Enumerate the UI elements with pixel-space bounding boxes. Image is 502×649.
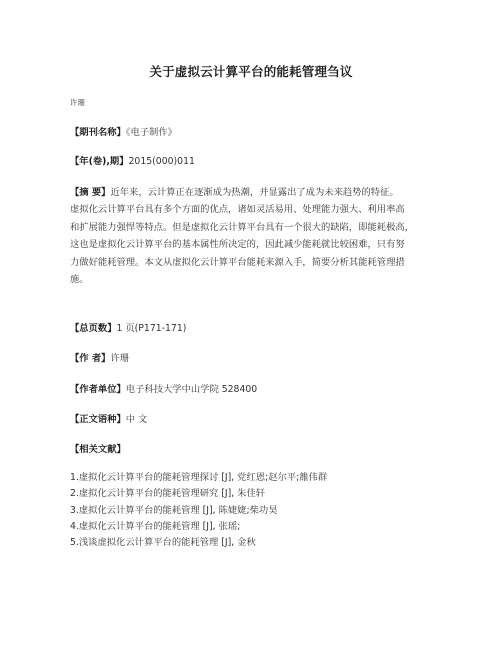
author-byline: 许珊 <box>70 98 85 107</box>
language-label: 【正文语种】 <box>70 414 126 425</box>
reference-item: 3.虚拟化云计算平台的能耗管理 [J], 陈婕婕;柴功昊 <box>70 504 278 516</box>
language-value: 中 文 <box>125 414 148 425</box>
year-issue-value: 2015(000)011 <box>128 156 195 167</box>
journal-value: 《电子制作》 <box>125 127 177 138</box>
abstract-block <box>70 184 430 288</box>
affiliation-field <box>70 384 257 396</box>
reference-item: 5.浅谈虚拟化云计算平台的能耗管理 [J], 金秋 <box>70 537 256 549</box>
language-field <box>70 414 147 426</box>
abstract-line: 施。 <box>70 274 89 286</box>
reference-item: 1.虚拟化云计算平台的能耗管理探讨 [J], 党红恩;赵尔平;雒伟群 <box>70 472 328 483</box>
abstract-line: 这也是虚拟化云计算平台的基本属性所决定的，因此减少能耗就比较困难，只有努 <box>70 239 405 251</box>
reference-item: 4.虚拟化云计算平台的能耗管理 [J], 张瑶; <box>70 520 241 532</box>
abstract-line: 虚拟化云计算平台具有多个方面的优点，诸如灵活易用、处理能力强大、利用率高 <box>70 204 405 216</box>
journal-field <box>70 127 177 139</box>
references-list <box>70 470 327 551</box>
abstract-label: 【摘 要】 <box>70 187 111 198</box>
abstract-line: 力做好能耗管理。本文从虚拟化云计算平台能耗来源入手，简要分析其能耗管理措 <box>70 256 405 268</box>
pages-label: 【总页数】 <box>70 323 117 334</box>
abstract-line: 和扩展能力强悍等特点。但是虚拟化云计算平台具有一个很大的缺陷，即能耗极高， <box>70 221 414 233</box>
reference-item: 2.虚拟化云计算平台的能耗管理研究 [J], 朱佳轩 <box>70 488 266 500</box>
affiliation-label: 【作者单位】 <box>70 384 126 395</box>
author-field <box>70 353 129 365</box>
year-issue-field <box>70 156 195 168</box>
abstract-line <box>70 184 430 201</box>
references-label: 【相关文献】 <box>70 444 126 455</box>
pages-field <box>70 323 186 335</box>
document-title: 关于虚拟云计算平台的能耗管理刍议 <box>149 64 353 79</box>
references-heading <box>70 444 126 456</box>
author-value: 许珊 <box>110 353 130 364</box>
journal-label: 【期刊名称】 <box>70 127 126 138</box>
affiliation-value: 电子科技大学中山学院 528400 <box>125 384 258 395</box>
author-label: 【作 者】 <box>70 353 111 364</box>
abstract-text: 近年来，云计算正在逐渐成为热潮，并显露出了成为未来趋势的特征。 <box>110 187 399 198</box>
year-issue-label: 【年(卷),期】 <box>70 156 129 167</box>
pages-value: 1 页(P171-171) <box>116 323 187 334</box>
